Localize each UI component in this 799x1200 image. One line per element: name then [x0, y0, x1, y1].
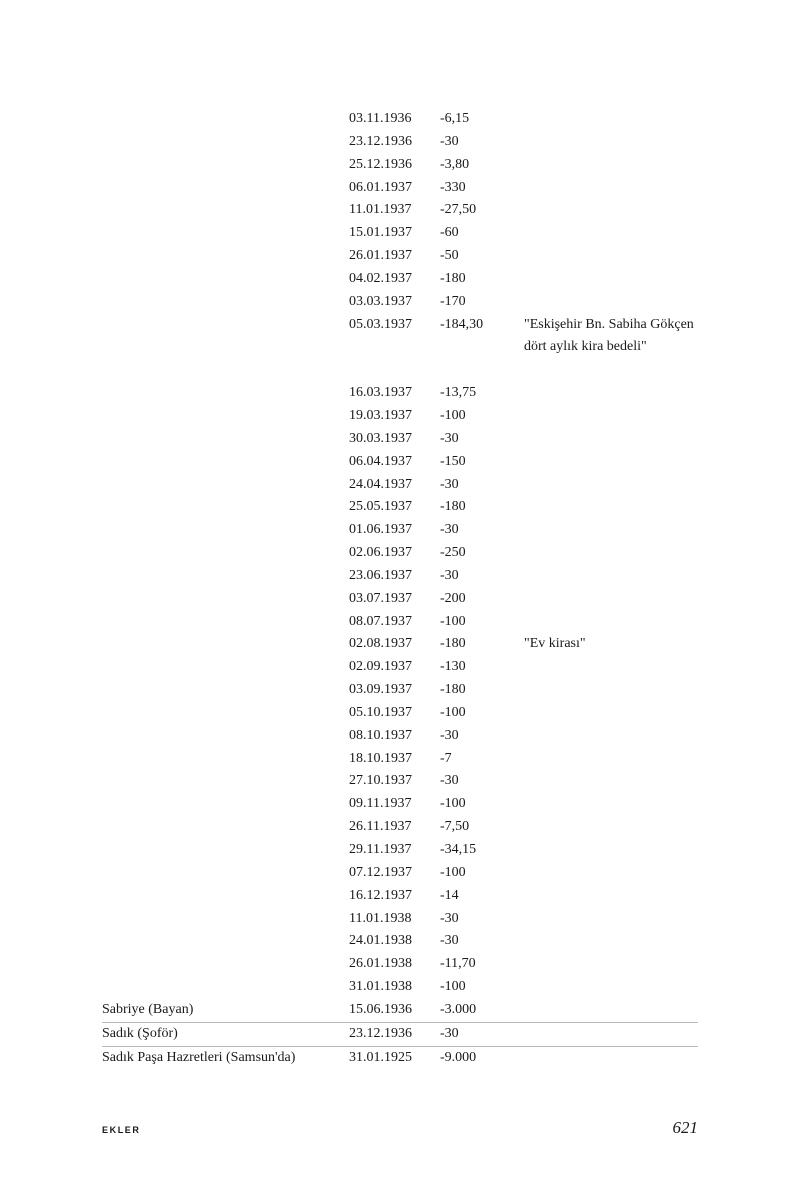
- entry-amount: -6,15: [440, 111, 470, 126]
- table-row: [102, 268, 698, 291]
- entry-amount: -130: [440, 659, 466, 675]
- table-row: [102, 953, 698, 976]
- entry-date: 26.01.1937: [349, 248, 412, 264]
- entry-date: 01.06.1937: [349, 522, 412, 538]
- entry-date: 11.01.1938: [349, 910, 412, 926]
- entry-amount: -250: [440, 545, 466, 561]
- entry-date: 04.02.1937: [349, 270, 412, 286]
- entry-amount: -3,80: [440, 156, 470, 172]
- entry-date: 05.10.1937: [349, 704, 412, 720]
- entry-amount: -184,30: [440, 316, 484, 332]
- entry-amount: -30: [440, 567, 459, 583]
- entry-date: 19.03.1937: [349, 407, 412, 423]
- table-row: [102, 451, 698, 474]
- entry-amount: -60: [440, 225, 459, 241]
- entry-amount: -30: [440, 522, 459, 538]
- table-row: [102, 908, 698, 931]
- entry-amount: -13,75: [440, 385, 477, 401]
- table-row: [102, 1023, 698, 1047]
- table-row: [102, 405, 698, 428]
- table-row: [102, 679, 698, 702]
- table-row: [102, 222, 698, 245]
- entry-date: 18.10.1937: [349, 750, 412, 766]
- table-row: [102, 154, 698, 177]
- entry-date: 24.01.1938: [349, 933, 412, 949]
- table-row: [102, 542, 698, 565]
- entry-date: 07.12.1937: [349, 864, 412, 880]
- table-row: [102, 770, 698, 793]
- payee-name: Sadık Paşa Hazretleri (Samsun'da): [102, 1049, 296, 1065]
- entry-amount: -27,50: [440, 202, 477, 218]
- table-row: [102, 382, 698, 405]
- entry-amount: -100: [440, 407, 466, 423]
- table-row: [102, 611, 698, 634]
- entry-date: 06.01.1937: [349, 179, 412, 195]
- entry-date: 23.12.1936: [349, 1025, 412, 1041]
- entry-date: 03.03.1937: [349, 293, 412, 309]
- entry-date: 31.01.1925: [349, 1049, 412, 1065]
- table-row: [102, 656, 698, 679]
- entry-date: 03.09.1937: [349, 682, 412, 698]
- entry-amount: -30: [440, 933, 459, 949]
- entry-amount: -330: [440, 179, 466, 195]
- table-row: [102, 245, 698, 268]
- table-row: [102, 588, 698, 611]
- table-row: [102, 291, 698, 314]
- table-row: [102, 725, 698, 748]
- entry-amount: -180: [440, 270, 466, 286]
- table-row: [102, 633, 698, 656]
- table-row: [102, 108, 698, 131]
- entry-date: 09.11.1937: [349, 796, 412, 812]
- entry-date: 27.10.1937: [349, 773, 412, 789]
- entry-amount: -7: [440, 750, 452, 766]
- entry-amount: -170: [440, 293, 466, 309]
- entry-date: 25.05.1937: [349, 499, 412, 515]
- entry-date: 08.10.1937: [349, 727, 412, 743]
- ledger-table: [102, 108, 698, 1069]
- entry-note: "Eskişehir Bn. Sabiha Gökçen dört aylık kira bedeli": [524, 316, 694, 355]
- entry-date: 29.11.1937: [349, 842, 412, 858]
- entry-amount: -180: [440, 499, 466, 515]
- entry-date: 30.03.1937: [349, 430, 412, 446]
- entry-amount: -14: [440, 887, 459, 903]
- entry-date: 23.12.1936: [349, 133, 412, 149]
- table-row: [102, 862, 698, 885]
- entry-amount: -30: [440, 430, 459, 446]
- entry-date: 31.01.1938: [349, 979, 412, 995]
- entry-date: 03.11.1936: [349, 111, 412, 126]
- entry-date: 26.01.1938: [349, 956, 412, 972]
- entry-amount: -150: [440, 453, 466, 469]
- entry-amount: -100: [440, 979, 466, 995]
- table-row: [102, 793, 698, 816]
- table-row: [102, 565, 698, 588]
- entry-date: 16.12.1937: [349, 887, 412, 903]
- entry-amount: -11,70: [440, 956, 476, 972]
- table-row: [102, 1047, 698, 1070]
- entry-amount: -34,15: [440, 842, 477, 858]
- entry-date: 02.09.1937: [349, 659, 412, 675]
- table-row: [102, 131, 698, 154]
- entry-date: 03.07.1937: [349, 590, 412, 606]
- table-row: [102, 519, 698, 542]
- entry-date: 25.12.1936: [349, 156, 412, 172]
- entry-amount: -3.000: [440, 1001, 477, 1017]
- entry-date: 15.01.1937: [349, 225, 412, 241]
- table-row: [102, 930, 698, 953]
- table-row: [102, 496, 698, 519]
- entry-date: 08.07.1937: [349, 613, 412, 629]
- entry-note: "Ev kirası": [524, 636, 586, 652]
- table-row: [102, 474, 698, 497]
- table-row: [102, 177, 698, 200]
- entry-amount: -30: [440, 476, 459, 492]
- entry-amount: -30: [440, 773, 459, 789]
- entry-date: 05.03.1937: [349, 316, 412, 332]
- entry-amount: -200: [440, 590, 466, 606]
- entry-date: 24.04.1937: [349, 476, 412, 492]
- table-row: [102, 839, 698, 862]
- entry-amount: -180: [440, 682, 466, 698]
- table-row: [102, 999, 698, 1023]
- payee-name: Sadık (Şoför): [102, 1025, 178, 1041]
- entry-amount: -100: [440, 864, 466, 880]
- page-number: 621: [672, 1118, 698, 1137]
- section-label: EKLER: [102, 1125, 141, 1135]
- payee-name: Sabriye (Bayan): [102, 1001, 194, 1017]
- entry-amount: -30: [440, 910, 459, 926]
- entry-date: 06.04.1937: [349, 453, 412, 469]
- table-row: [102, 976, 698, 999]
- entry-amount: -100: [440, 796, 466, 812]
- table-row: [102, 748, 698, 771]
- entry-date: 15.06.1936: [349, 1001, 412, 1017]
- entry-amount: -30: [440, 1025, 459, 1041]
- entry-amount: -7,50: [440, 819, 470, 835]
- entry-date: 02.08.1937: [349, 636, 412, 652]
- table-row: [102, 885, 698, 908]
- table-row: [102, 199, 698, 222]
- table-row: [102, 314, 698, 383]
- entry-amount: -9.000: [440, 1049, 477, 1065]
- entry-amount: -180: [440, 636, 466, 652]
- entry-date: 11.01.1937: [349, 202, 412, 218]
- entry-date: 23.06.1937: [349, 567, 412, 583]
- entry-amount: -50: [440, 248, 459, 264]
- entry-amount: -30: [440, 133, 459, 149]
- table-row: [102, 428, 698, 451]
- entry-amount: -100: [440, 704, 466, 720]
- entry-date: 16.03.1937: [349, 385, 412, 401]
- entry-amount: -100: [440, 613, 466, 629]
- entry-date: 26.11.1937: [349, 819, 412, 835]
- table-row: [102, 702, 698, 725]
- entry-amount: -30: [440, 727, 459, 743]
- entry-date: 02.06.1937: [349, 545, 412, 561]
- table-row: [102, 816, 698, 839]
